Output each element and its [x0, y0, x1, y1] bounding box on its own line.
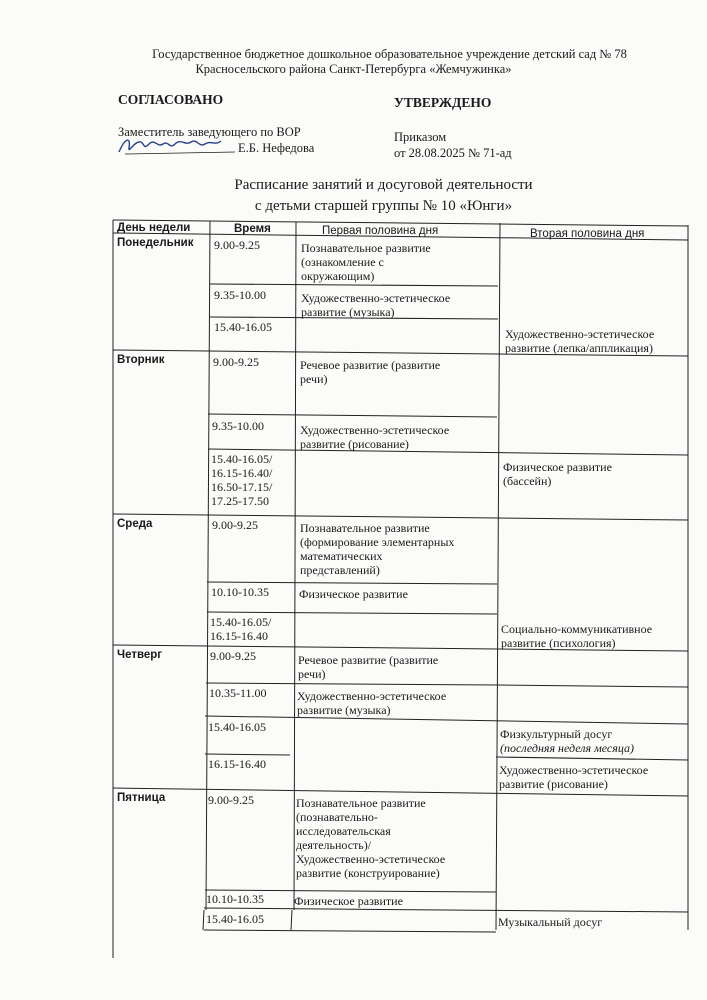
activity-line: развитие (музыка) — [301, 305, 395, 319]
activity-line: Художественно-эстетическое — [505, 327, 655, 341]
activity-first-half — [300, 358, 440, 386]
column-header-second-half: Вторая половина дня — [530, 228, 645, 240]
order-line2: от 28.08.2025 № 71-ад — [394, 146, 512, 160]
time-slot: 15.40-16.05 — [214, 320, 272, 334]
activity-first-half — [300, 521, 454, 577]
activity-line: математических — [300, 549, 383, 563]
day-friday: Пятница — [117, 792, 166, 804]
activity-line: речи) — [300, 372, 328, 386]
activity-second-half — [499, 763, 648, 791]
schedule-title-line2: с детьми старшей группы № 10 «Юнги» — [254, 198, 513, 214]
activity-line: Художественно-эстетическое — [301, 291, 451, 305]
activity-second-half — [500, 727, 634, 755]
time-slot: 9.35-10.00 — [212, 419, 264, 433]
activity-line: Физическое развитие — [503, 460, 612, 474]
time-line: 15.40-16.05/ — [211, 452, 273, 466]
activity-line: (формирование элементарных — [300, 535, 455, 549]
day-thursday: Четверг — [117, 649, 163, 661]
activity-second-half: Музыкальный досуг — [498, 915, 603, 929]
activity-line: Познавательное развитие — [301, 241, 431, 255]
activity-first-half — [301, 291, 450, 319]
time-line: 17.25-17.50 — [211, 494, 269, 508]
activity-line: Познавательное развитие — [296, 796, 426, 810]
time-slot — [211, 452, 272, 508]
activity-line: Речевое развитие (развитие — [298, 653, 439, 667]
time-slot: 15.40-16.05 — [208, 720, 266, 734]
time-slot: 15.40-16.05 — [206, 912, 264, 926]
activity-line: Речевое развитие (развитие — [300, 358, 441, 372]
activity-line: Познавательное развитие — [300, 521, 430, 535]
activity-line: окружающим) — [301, 269, 375, 283]
activity-second-half — [503, 460, 612, 488]
day-tuesday: Вторник — [117, 354, 165, 366]
activity-line: исследовательская — [296, 824, 391, 838]
column-header-time: Время — [234, 223, 271, 235]
time-line: 16.15-16.40 — [210, 629, 268, 643]
day-monday: Понедельник — [117, 237, 194, 249]
activity-line: представлений) — [300, 563, 380, 577]
activity-line: Художественно-эстетическое — [300, 423, 450, 437]
activity-first-half — [296, 796, 445, 880]
activity-first-half — [300, 423, 449, 451]
column-header-day: День недели — [117, 222, 191, 234]
activity-line: развитие (конструирование) — [296, 866, 440, 880]
time-slot: 9.00-9.25 — [213, 355, 259, 369]
activity-line: Социально-коммуникативное — [501, 622, 653, 636]
time-slot: 10.10-10.35 — [211, 585, 269, 599]
time-slot: 9.00-9.25 — [214, 238, 260, 252]
time-slot — [210, 615, 271, 643]
time-slot: 9.00-9.25 — [212, 518, 258, 532]
activity-line: развитие (музыка) — [297, 703, 391, 717]
time-slot: 10.35-11.00 — [209, 686, 267, 700]
time-slot: 9.35-10.00 — [214, 288, 266, 302]
deputy-name: Е.Б. Нефедова — [238, 141, 315, 155]
column-header-first-half: Первая половина дня — [322, 225, 439, 237]
activity-first-half — [301, 241, 431, 283]
activity-line: развитие (лепка/аппликация) — [505, 341, 653, 355]
time-line: 15.40-16.05/ — [210, 615, 272, 629]
activity-first-half — [298, 653, 438, 681]
institution-name-line2: Красносельского района Санкт-Петербурга «Жемчужинка» — [195, 62, 512, 76]
time-slot: 10.10-10.35 — [206, 892, 264, 906]
agreed-label: СОГЛАСОВАНО — [118, 92, 224, 107]
time-slot: 16.15-16.40 — [208, 757, 266, 771]
activity-line: (ознакомление с — [301, 255, 384, 269]
activity-line: развитие (рисование) — [300, 437, 409, 451]
approved-label: УТВЕРЖДЕНО — [394, 95, 492, 110]
activity-first-half — [297, 689, 446, 717]
order-line1: Приказом — [394, 130, 447, 144]
activity-line: Художественно-эстетическое — [296, 852, 446, 866]
activity-line: развитие (психология) — [501, 636, 616, 650]
activity-line: Физкультурный досуг — [500, 727, 613, 741]
activity-second-half — [501, 622, 652, 650]
activity-line: (бассейн) — [503, 474, 552, 488]
time-slot: 9.00-9.25 — [208, 793, 254, 807]
activity-second-half — [505, 327, 654, 355]
activity-line: речи) — [298, 667, 326, 681]
day-wednesday: Среда — [117, 518, 153, 530]
activity-line: развитие (рисование) — [499, 777, 608, 791]
activity-first-half: Физическое развитие — [294, 894, 403, 908]
time-line: 16.15-16.40/ — [211, 466, 273, 480]
activity-line: (последняя неделя месяца) — [500, 741, 634, 755]
activity-line: Художественно-эстетическое — [297, 689, 447, 703]
activity-line: деятельность)/ — [296, 838, 372, 852]
activity-first-half: Физическое развитие — [299, 587, 408, 601]
deputy-title: Заместитель заведующего по ВОР — [118, 125, 301, 139]
schedule-title-line1: Расписание занятий и досуговой деятельности — [234, 177, 533, 193]
time-line: 16.50-17.15/ — [211, 480, 273, 494]
activity-line: (познавательно- — [296, 810, 378, 824]
time-slot: 9.00-9.25 — [210, 649, 256, 663]
institution-name-line1: Государственное бюджетное дошкольное образовательное учреждение детский сад № 78 — [152, 47, 627, 61]
activity-line: Художественно-эстетическое — [499, 763, 649, 777]
